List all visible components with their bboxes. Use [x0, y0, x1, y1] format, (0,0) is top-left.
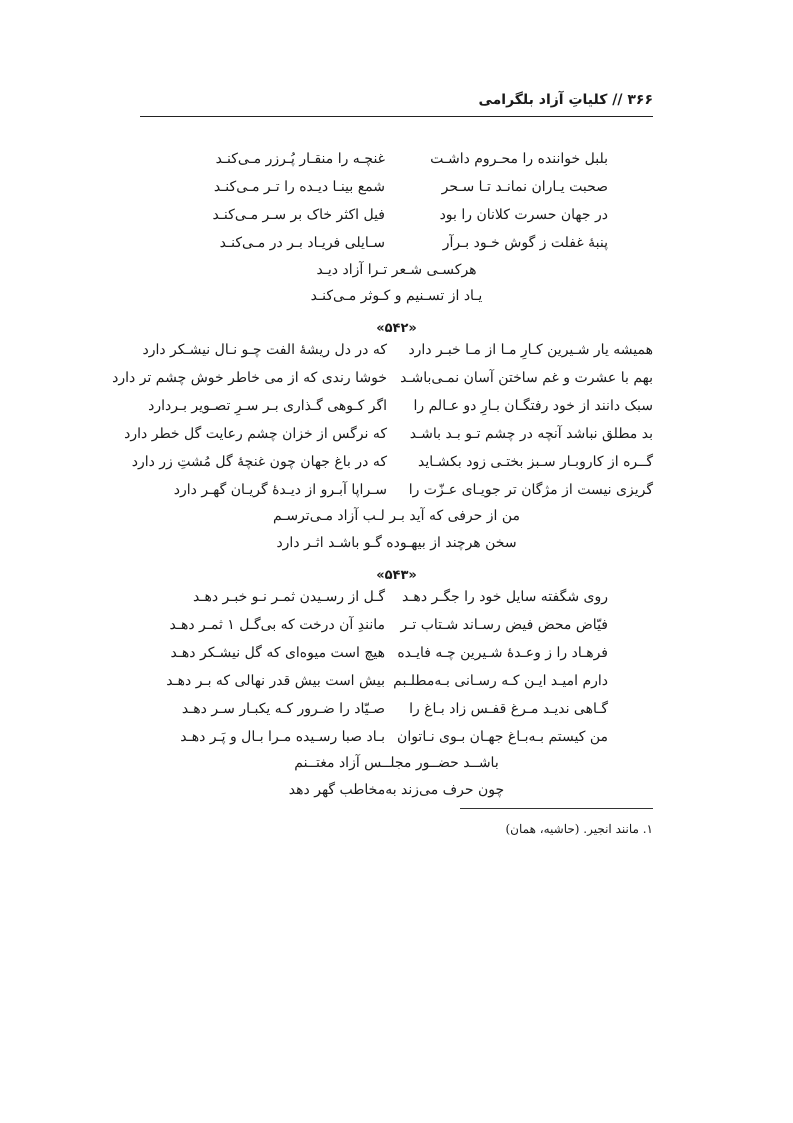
closing-line: سخن هرچند از بیهـوده گـو باشـد اثـر دارد	[276, 535, 517, 551]
couplet-second-hemistich: شمع بینـا دیـده را تـر مـی‌کنـد	[213, 179, 385, 195]
couplet-first-hemistich: سبک دانند از خود رفتگـان بـارِ دو عـالم را	[413, 398, 653, 414]
closing-line: من از حرفی که آید بـر لـب آزاد مـی‌ترسـم	[272, 508, 521, 524]
closing-line: هرکسـی شـعر تـرا آزاد دیـد	[316, 262, 477, 278]
couplet-first-hemistich: فرهـاد را ز وعـدهٔ شـیرین چـه فایـده	[397, 645, 608, 661]
couplet-second-hemistich: سـراپا آبـرو از دیـدهٔ گریـان گهـر دارد	[173, 482, 387, 498]
couplet-first-hemistich: روی شگفته سایل خود را جگـر دهـد	[401, 589, 608, 605]
couplet-second-hemistich: غنچـه را منقـار پُـرزر مـی‌کنـد	[215, 151, 385, 167]
poem-number: «۵۴۳»	[376, 568, 417, 583]
couplet-second-hemistich: سـایلی فریـاد بـر در مـی‌کنـد	[219, 235, 385, 251]
couplet-second-hemistich: خوشا رندی که از می خاطر خوش چشم تر دارد	[112, 370, 387, 386]
couplet-second-hemistich: بیش است بیش قدر نهالی که بـر دهـد	[166, 673, 385, 689]
couplet-first-hemistich: بهم با عشرت و غم ساختن آسان نمـی‌باشـد	[400, 370, 653, 386]
couplet-second-hemistich: اگر کـوهی گـذاری بـر سـرِ تصـویر بـردارد	[148, 398, 387, 414]
couplet-first-hemistich: صحبت یـاران نمانـد تـا سـحر	[441, 179, 608, 195]
couplet-second-hemistich: صـیّاد را ضـرور کـه یکبـار سـر دهـد	[181, 701, 385, 717]
couplet-second-hemistich: بـاد صبا رسـیده مـرا بـال و پَـر دهـد	[180, 729, 385, 745]
footnote: ۱. مانند انجیر. (حاشیه، همان)	[505, 822, 653, 836]
couplet-first-hemistich: بلبل خواننده را محـروم داشـت	[430, 151, 608, 167]
couplet-first-hemistich: دارم امیـد ایـن کـه رسـانی بـه‌مطلـبم	[393, 673, 608, 689]
couplet-second-hemistich: که در باغ جهان چون غنچهٔ گل مُشتِ زر دارد	[131, 454, 387, 470]
running-header	[140, 92, 653, 117]
couplet-second-hemistich: هیچ است میوه‌ای که گل نیشـکر دهـد	[170, 645, 385, 661]
closing-line: چون حرف می‌زند به‌مخاطب گهر دهد	[288, 782, 505, 798]
couplet-first-hemistich: همیشه یار شـیرین کـارِ مـا از مـا خبـر دارد	[408, 342, 653, 358]
couplet-first-hemistich: بد مطلق نباشد آنچه در چشم تـو بـد باشـد	[409, 426, 653, 442]
footnote-rule	[460, 808, 653, 809]
couplet-first-hemistich: گــره از کاروبـار سـبز بختـی زود بکشـاید	[418, 454, 653, 470]
closing-line: باشــد حضــور مجلــس آزاد مغتــنم	[294, 755, 499, 771]
couplet-first-hemistich: گریزی نیست از مژگان تر جویـای عـزّت را	[408, 482, 653, 498]
couplet-first-hemistich: فیّاض محض فیض رسـاند شـتاب تـر	[400, 617, 608, 633]
poem-number: «۵۴۲»	[376, 321, 417, 336]
couplet-second-hemistich: فیل اکثر خاک بر سـر مـی‌کنـد	[212, 207, 385, 223]
couplet-first-hemistich: در جهان حسرت کلانان را بود	[439, 207, 608, 223]
couplet-second-hemistich: که در دل ریشهٔ الفت چـو نـال نیشـکر دارد	[142, 342, 387, 358]
couplet-second-hemistich: که نرگس از خزان چشم رعایت گل خطر دارد	[124, 426, 387, 442]
couplet-first-hemistich: پنبهٔ غفلت ز گوش خـود بـرآر	[442, 235, 608, 251]
closing-line: یـاد از تسـنیم و کـوثر مـی‌کنـد	[310, 288, 483, 304]
header-text: ۳۶۶ // کلیاتِ آزاد بلگرامی	[478, 92, 653, 108]
couplet-second-hemistich: مانندِ آن درخت که بی‌گـل ۱ ثمـر دهـد	[169, 617, 385, 633]
couplet-first-hemistich: گـاهی ندیـد مـرغ قفـس زاد بـاغ را	[409, 701, 608, 717]
couplet-first-hemistich: من کیستم بـه‌بـاغ جهـان بـوی نـاتوان	[397, 729, 608, 745]
couplet-second-hemistich: گـل از رسـیدن ثمـر نـو خبـر دهـد	[193, 589, 385, 605]
